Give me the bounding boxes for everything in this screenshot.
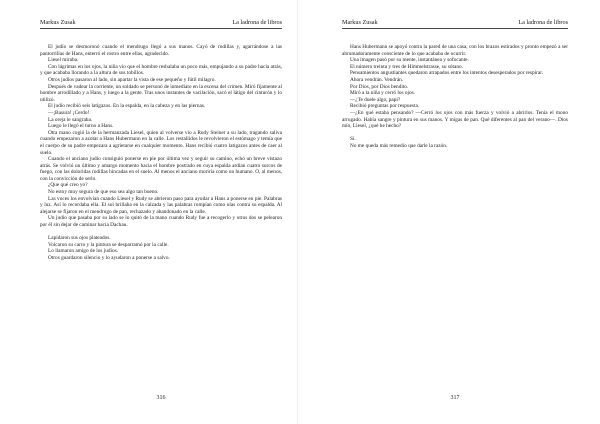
paragraph: Luego le llegó el turno a Hans.	[48, 123, 114, 130]
paragraph: Pensamientos angustiantes quedaron atrapados entre los intentos desesperados por respirar.	[350, 70, 543, 77]
paragraph: —¡Basura! ¡Cerdo!	[48, 109, 90, 116]
paragraph: Con lágrimas en los ojos, la niña vio que el hombre resbalaba un poco más, empujando a su padre hacia atrás, y que acababa llorando a la altura de sus tobillos.	[40, 63, 282, 77]
paragraph: Sí.	[350, 136, 356, 143]
closing-line: Lapidaron sus ojos plateados.	[48, 235, 111, 242]
paragraph: No me queda más remedio que darle la razón.	[350, 142, 448, 149]
paragraph: Otros judíos pasaron al lado, sin apartar la vista de ese pequeño y fútil milagro.	[48, 76, 216, 83]
right-header-title: La ladrona de libros	[518, 19, 568, 26]
paragraph: ¿Que qué creo yo?	[48, 182, 88, 189]
paragraph: —¿En qué estaba pensando? —Cerró los ojos con más fuerza y volvió a abrirlos. Tenía el mono arrugado. Había sangre y pintura en sus manos. Y migas de pan. Qué diferentes al pan del verano—. Dios mío, Liesel, ¿qué he hecho?	[342, 109, 568, 130]
closing-line: Otros guardaron silencio y lo ayudaron a ponerse a salvo.	[48, 255, 170, 261]
paragraph: Hans Hubermann se apoyó contra la pared de una casa, con los brazos estirados y pronto empezó a ser abrumadoramente consciente de lo que acababa de ocurrir.	[342, 44, 568, 57]
paragraph: La oreja le sangraba.	[48, 116, 93, 123]
left-running-header	[40, 17, 282, 29]
paragraph: Después de vadear la corriente, un soldado se personó de inmediato en la escena del crimen. Miró fijamente al hombre arrodillado y a Hans, y luego a la gente. Tras unos instantes de vacilación, sacó el látigo del cinturón y lo utilizó.	[40, 83, 282, 103]
left-page-number: 316	[156, 395, 166, 401]
closing-line: Lo llamaron amigo de los judíos.	[48, 248, 119, 255]
paragraph: Miró a la niña y cerró los ojos.	[350, 90, 416, 97]
right-page-number: 317	[450, 395, 460, 401]
paragraph: El judío se desmoronó cuando el mendrugo llegó a sus manos. Cayó de rodillas y, agarrándose a las pantorrillas de Hans, enterró el rostro entre ellas, agradecido.	[40, 44, 282, 57]
paragraph: Las voces los envolvían cuando Liesel y Rudy se abrieron paso para ayudar a Hans a ponerse en pie. Palabras y luz. Así lo recordaba ella. El sol brillaba en la calzada y las palabras rompían como olas contra su espalda. Al alejarse se fijaron en el mendrugo de pan, rechazado y abandonado en la calle.	[40, 195, 282, 215]
right-page	[300, 0, 582, 424]
closing-line: Volcaron su carro y la pintura se desparramó por la calle.	[48, 241, 169, 248]
paragraph: Otra mano cogió la de la hermanzada Liesel, quien al volverse vio a Rudy Steiner a su lado, tragando saliva cuando empezaron a azotar a Hans Hubermann en la calle. Los restallidos le revolvieron el estómago y temía que el cuerpo de su padre empezara a agrietarse en cualquier momento. Hans recibió cuatro latigazos antes de caer al suelo.	[40, 129, 282, 156]
right-running-header	[342, 17, 568, 29]
paragraph: Una imagen pasó por su mente, instantánea y sofocante.	[350, 57, 469, 64]
right-page-body	[342, 44, 568, 150]
right-header-author: Markus Zusak	[342, 19, 378, 26]
paragraph: El judío recibió seis latigazos. En la espalda, en la cabeza y en las piernas.	[48, 103, 206, 110]
paragraph: Cuando el anciano judío consiguió ponerse en pie por última vez y seguir su camino, echó un breve vistazo atrás. Se volvió un último y amargo momento hacia el hombre postrado en cuya espalda ardían cuatro surcos de fuego, con las doloridas rodillas hincadas en el suelo. Al menos el anciano moriría como un humano. O, al menos, con la convicción de serlo.	[40, 156, 282, 182]
paragraph: Un judío que pasaba por su lado se lo quitó de la mano cuando Rudy fue a recogerlo y otros dos se pelearon por él sin dejar de caminar hacia Dachau.	[40, 215, 282, 229]
paragraph: Liesel miraba.	[48, 57, 79, 64]
paragraph: No estoy muy segura de que eso sea algo tan bueno.	[48, 189, 159, 196]
gutter-divider	[297, 0, 298, 424]
paragraph: Recibió preguntas por respuesta.	[350, 103, 420, 110]
left-header-title: La ladrona de libros	[232, 19, 282, 26]
paragraph: El número treinta y tres de Himmelstrasse, su sótano.	[350, 63, 463, 70]
paragraph: Ahora vendrán. Vendrán.	[350, 76, 404, 83]
paragraph: Por Dios, por Dios bendito.	[350, 83, 409, 90]
left-header-author: Markus Zusak	[40, 19, 76, 26]
paragraph: —¿Te duele algo, papi?	[350, 96, 401, 103]
left-page-body	[40, 44, 282, 262]
left-page	[0, 0, 282, 424]
